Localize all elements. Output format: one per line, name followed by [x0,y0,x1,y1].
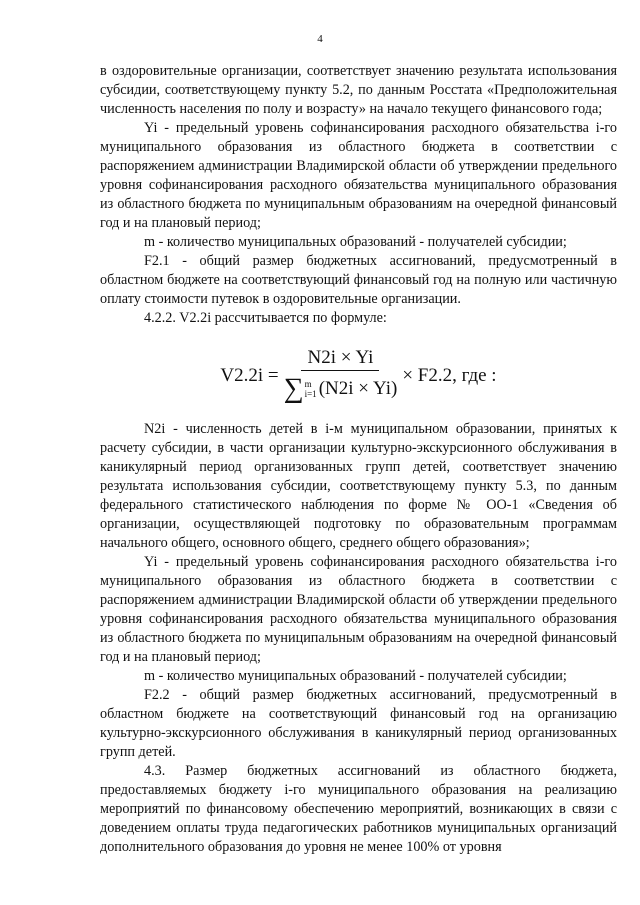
paragraph-f21-definition: F2.1 - общий размер бюджетных ассигнований, предусмотренный в областном бюджете на соответствующий финансовый год на полную или частичную оплату стоимости путевок в оздоровительные организации. [100,253,617,307]
sum-lower-limit: i=1 [304,388,317,399]
paragraph-yi-definition: Yi - предельный уровень софинансирования расходного обязательства i-го муниципального образования из областного бюджета в соответствии с распоряжением администрации Владимирской области об утверждении предельного уровня софинансирования расходного обязательства муниципального образования из областного бюджета по муниципальным образованиям на очередной финансовый год и на плановый период; [100,120,617,231]
paragraph-section-4-3: 4.3. Размер бюджетных ассигнований из областного бюджета, предоставляемых бюджету i-го муниципального образования на реализацию мероприятий по финансовому обеспечению мероприятий, возникающих в связи с доведением оплаты труда педагогических работников муниципальных организаций дополнительного образования до уровня не менее 100% от уровня [100,763,617,855]
paragraph-m-definition: m - количество муниципальных образований - получателей субсидии; [144,234,567,250]
formula-numerator: N2i × Yi [301,348,379,371]
summation-limits [305,379,317,399]
sigma-symbol: ∑ [283,372,304,404]
paragraph-section-4-2-2: 4.2.2. V2.2i рассчитывается по формуле: [144,310,387,326]
paragraph-m-definition-2: m - количество муниципальных образований - получателей субсидии; [144,668,567,684]
page-number: 4 [317,33,323,45]
formula-fraction [284,348,398,403]
paragraph-yi-definition-2: Yi - предельный уровень софинансирования расходного обязательства i-го муниципального образования из областного бюджета в соответствии с распоряжением администрации Владимирской области об утверждении предельного уровня софинансирования расходного обязательства муниципального образования из областного бюджета по муниципальным образованиям на очередной финансовый год и на плановый период; [100,554,617,665]
formula-rhs: × F2.2, где : [402,364,497,386]
formula-v22i [100,336,617,414]
formula-lhs: V2.2i = [220,364,279,386]
document-body [100,62,617,857]
paragraph-continuation: в оздоровительные организации, соответствует значению результата использования субсидии, соответствующему пункту 5.2, по данным Росстата «Предположительная численность населения по полу и возрасту» на начало текущего финансового года; [100,63,617,117]
summation [283,372,319,404]
sum-upper-limit: m [304,378,312,389]
formula-denominator: (N2i × Yi) [318,378,398,399]
paragraph-n2i-definition: N2i - численность детей в i-м муниципальном образовании, принятых к расчету субсидии, в части организации культурно-экскурсионного обслуживания в каникулярный период организованных групп детей, соответствует значению результата использования субсидии, соответствующему пункту 5.3, по данным федерального статистического наблюдения по форме № ОО-1 «Сведения об организации, осуществляющей подготовку по образовательным программам начального общего, основного общего, среднего общего образования»; [100,421,617,551]
formula-denominator-group [284,371,398,403]
paragraph-f22-definition: F2.2 - общий размер бюджетных ассигнований, предусмотренный в областном бюджете на соответствующий финансовый год на организацию культурно-экскурсионного обслуживания в каникулярный период организованных групп детей. [100,687,617,760]
